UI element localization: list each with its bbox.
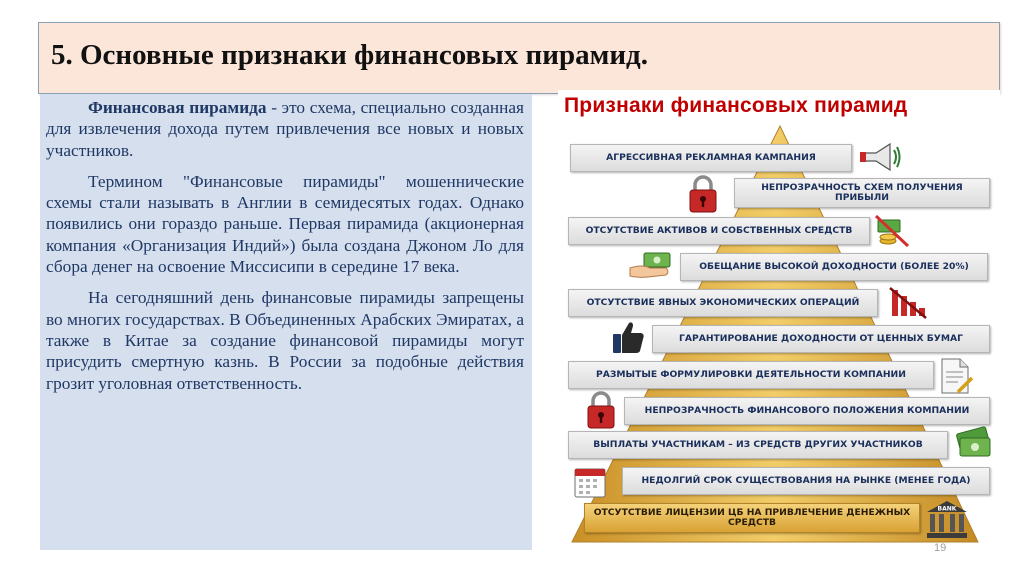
pyramid-infographic bbox=[558, 90, 1000, 546]
pyramid-item-4: ОБЕЩАНИЕ ВЫСОКОЙ ДОХОДНОСТИ (БОЛЕЕ 20%) bbox=[680, 253, 988, 281]
pyramid-item-7: РАЗМЫТЫЕ ФОРМУЛИРОВКИ ДЕЯТЕЛЬНОСТИ КОМПАНИИ bbox=[568, 361, 934, 389]
page-number: 19 bbox=[934, 542, 947, 554]
no-money-icon bbox=[874, 212, 912, 250]
thumbs-up-icon bbox=[610, 318, 646, 356]
document-pen-icon bbox=[938, 356, 974, 396]
calendar-icon bbox=[572, 464, 608, 500]
slide-title: 5. Основные признаки финансовых пирамид. bbox=[51, 39, 648, 71]
pyramid-item-9: ВЫПЛАТЫ УЧАСТНИКАМ – ИЗ СРЕДСТВ ДРУГИХ УЧАСТНИКОВ bbox=[568, 431, 948, 459]
definition-text: - это схема, специально созданная для извлечения дохода путем привлечения все новых и новых участников. bbox=[46, 98, 524, 160]
paragraph-legal: На сегодняшний день финансовые пирамиды запрещены во многих государствах. В Объединенных Арабских Эмиратах, а также в Китае за создание финансовой пирамиды могут присудить смертную казнь. В России за подобные действия грозит уголовная ответственность. bbox=[46, 288, 524, 393]
pyramid-title: Признаки финансовых пирамид bbox=[564, 94, 908, 117]
pyramid-item-10: НЕДОЛГИЙ СРОК СУЩЕСТВОВАНИЯ НА РЫНКЕ (МЕНЕЕ ГОДА) bbox=[622, 467, 990, 495]
declining-chart-icon bbox=[888, 284, 928, 320]
text-panel bbox=[40, 94, 532, 550]
pyramid-item-3: ОТСУТСТВИЕ АКТИВОВ И СОБСТВЕННЫХ СРЕДСТВ bbox=[568, 217, 870, 245]
text-body bbox=[46, 97, 524, 394]
pyramid-item-2: НЕПРОЗРАЧНОСТЬ СХЕМ ПОЛУЧЕНИЯ ПРИБЫЛИ bbox=[734, 178, 990, 208]
pyramid-item-8: НЕПРОЗРАЧНОСТЬ ФИНАНСОВОГО ПОЛОЖЕНИЯ КОМПАНИИ bbox=[624, 397, 990, 425]
pyramid-item-6: ГАРАНТИРОВАНИЕ ДОХОДНОСТИ ОТ ЦЕННЫХ БУМАГ bbox=[652, 325, 990, 353]
hand-money-icon bbox=[628, 250, 678, 282]
padlock-icon-2 bbox=[584, 390, 618, 430]
bank-icon bbox=[924, 498, 970, 540]
megaphone-icon bbox=[858, 140, 902, 174]
pyramid-item-1: АГРЕССИВНАЯ РЕКЛАМНАЯ КАМПАНИЯ bbox=[570, 144, 852, 172]
bank-label: BANK bbox=[937, 505, 957, 513]
pyramid-item-5: ОТСУТСТВИЕ ЯВНЫХ ЭКОНОМИЧЕСКИХ ОПЕРАЦИЙ bbox=[568, 289, 878, 317]
pyramid-item-11: ОТСУТСТВИЕ ЛИЦЕНЗИИ ЦБ НА ПРИВЛЕЧЕНИЕ ДЕНЕЖНЫХ СРЕДСТВ bbox=[584, 503, 920, 533]
padlock-icon bbox=[686, 174, 720, 214]
term-financial-pyramid: Финансовая пирамида bbox=[88, 98, 267, 117]
paragraph-definition bbox=[46, 97, 524, 161]
slide-title-box bbox=[38, 22, 1000, 94]
money-bills-icon bbox=[952, 424, 996, 464]
paragraph-history: Термином "Финансовые пирамиды" мошеннические схемы стали называть в Англии в семидесятых годах. Однако появились они гораздо раньше. Первая пирамида (акционерная компания «Организация Индий») была создана Джоном Ло для сбора денег на освоение Миссисипи в середине 17 века. bbox=[46, 171, 524, 277]
